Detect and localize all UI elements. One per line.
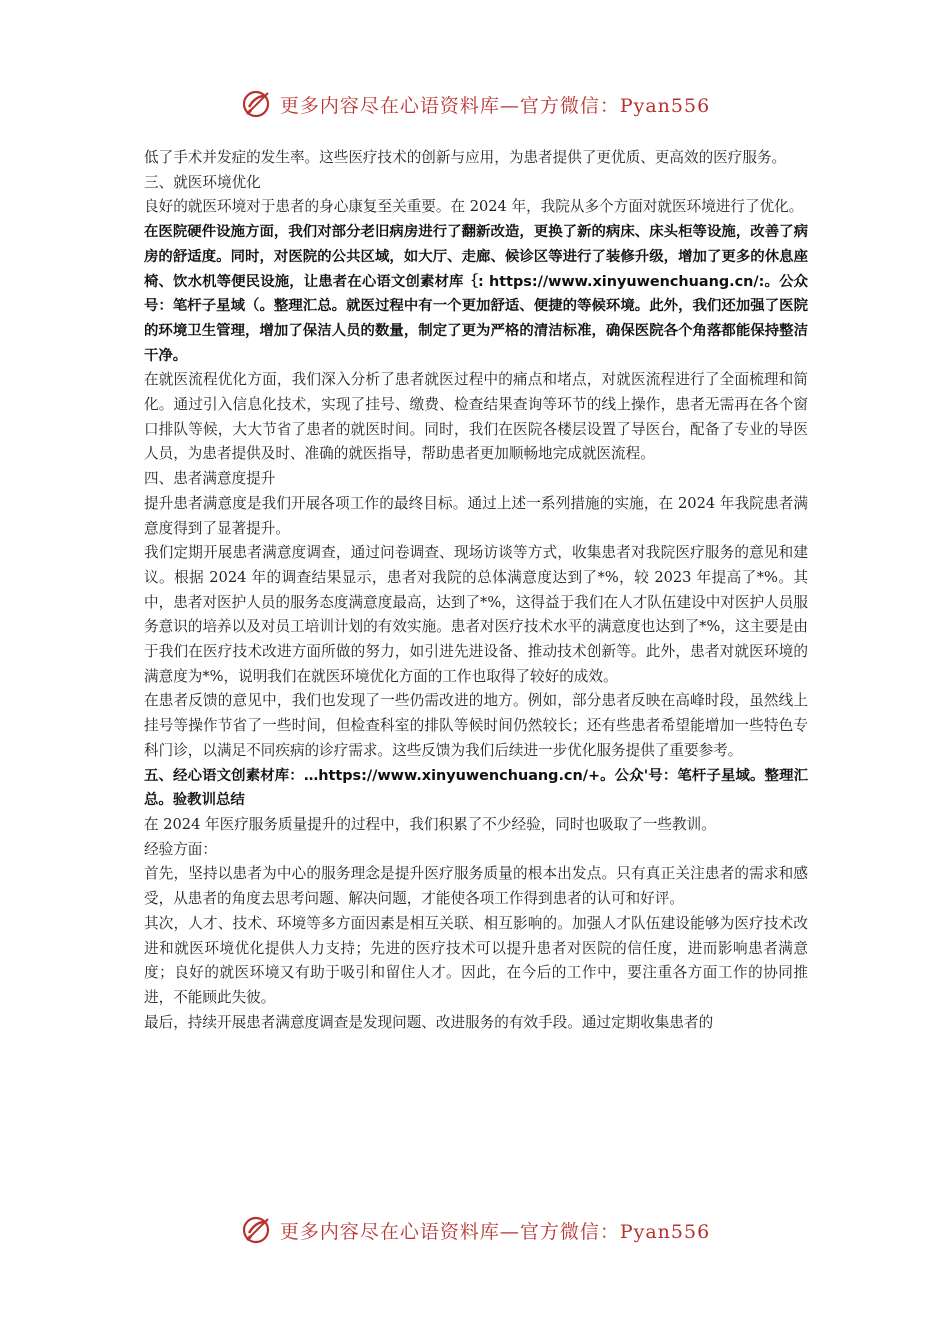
footer-banner xyxy=(0,1210,950,1250)
header-banner xyxy=(0,84,950,124)
paragraph: 在医院硬件设施方面，我们对部分老旧病房进行了翻新改造，更换了新的病床、床头柜等设施，改善了病房的舒适度。同时，对医院的公共区域，如大厅、走廊、候诊区等进行了装修升级，增加了更多的休息座椅、饮水机等便民设施，让患者在心语文创素材库｛: https://www.xinyuwenchuang.cn/:。公众号：笔杆子星域（。整理汇总。就医过程中有一个更加舒适、便捷的等候环境。此外，我们还加强了医院的环境卫生管理，增加了保洁人员的数量，制定了更为严格的清洁标准，确保医院各个角落都能保持整洁干净。 xyxy=(144,224,808,364)
logo-icon xyxy=(240,1213,274,1247)
paragraph: 在就医流程优化方面，我们深入分析了患者就医过程中的痛点和堵点，对就医流程进行了全面梳理和简化。通过引入信息化技术，实现了挂号、缴费、检查结果查询等环节的线上操作，患者无需再在各个窗口排队等候，大大节省了患者的就医时间。同时，我们在医院各楼层设置了导医台，配备了专业的导医人员，为患者提供及时、准确的就医指导，帮助患者更加顺畅地完成就医流程。 xyxy=(144,371,808,463)
paragraph: 首先，坚持以患者为中心的服务理念是提升医疗服务质量的根本出发点。只有真正关注患者的需求和感受，从患者的角度去思考问题、解决问题，才能使各项工作得到患者的认可和好评。 xyxy=(144,865,808,908)
document-body xyxy=(144,146,808,1035)
paragraph: 在 2024 年医疗服务质量提升的过程中，我们积累了不少经验，同时也吸取了一些教训。 xyxy=(144,815,716,833)
section-heading: 四、患者满意度提升 xyxy=(144,470,276,488)
paragraph: 提升患者满意度是我们开展各项工作的最终目标。通过上述一系列措施的实施，在 2024 年我院患者满意度得到了显著提升。 xyxy=(144,494,808,537)
paragraph: 经验方面： xyxy=(144,840,217,858)
paragraph: 良好的就医环境对于患者的身心康复至关重要。在 2024 年，我院从多个方面对就医环境进行了优化。 xyxy=(144,198,804,216)
paragraph: 其次，人才、技术、环境等多方面因素是相互关联、相互影响的。加强人才队伍建设能够为医疗技术改进和就医环境优化提供人力支持；先进的医疗技术可以提升患者对医院的信任度，进而影响患者满意度；良好的就医环境又有助于吸引和留住人才。因此，在今后的工作中，要注重各方面工作的协同推进，不能顾此失彼。 xyxy=(144,914,808,1006)
section-heading: 五、经心语文创素材库：…https://www.xinyuwenchuang.cn/+。公众'号：笔杆子星域。整理汇总。验教训总结 xyxy=(144,767,808,809)
paragraph: 在患者反馈的意见中，我们也发现了一些仍需改进的地方。例如，部分患者反映在高峰时段，虽然线上挂号等操作节省了一些时间，但检查科室的排队等候时间仍然较长；还有些患者希望能增加一些特色专科门诊，以满足不同疾病的诊疗需求。这些反馈为我们后续进一步优化服务提供了重要参考。 xyxy=(144,692,808,759)
paragraph: 最后，持续开展患者满意度调查是发现问题、改进服务的有效手段。通过定期收集患者的 xyxy=(144,1013,714,1031)
logo-icon xyxy=(240,87,274,121)
footer-banner-text: 更多内容尽在心语资料库—官方微信：Pyan556 xyxy=(279,1220,711,1243)
section-heading: 三、就医环境优化 xyxy=(144,173,261,191)
paragraph: 低了手术并发症的发生率。这些医疗技术的创新与应用，为患者提供了更优质、更高效的医疗服务。 xyxy=(144,149,787,166)
paragraph: 我们定期开展患者满意度调查，通过问卷调查、现场访谈等方式，收集患者对我院医疗服务的意见和建议。根据 2024 年的调查结果显示，患者对我院的总体满意度达到了*%，较 2023 年提高了*%。其中，患者对医护人员的服务态度满意度最高，达到了*%，这得益于我们在人才队伍建设中对医护人员服务意识的培养以及对员工培训计划的有效实施。患者对医疗技术水平的满意度也达到了*%，这主要是由于我们在医疗技术改进方面所做的努力，如引进先进设备、推动技术创新等。此外，患者对就医环境的满意度为*%，说明我们在就医环境优化方面的工作也取得了较好的成效。 xyxy=(144,544,808,685)
header-banner-text: 更多内容尽在心语资料库—官方微信：Pyan556 xyxy=(279,94,711,117)
